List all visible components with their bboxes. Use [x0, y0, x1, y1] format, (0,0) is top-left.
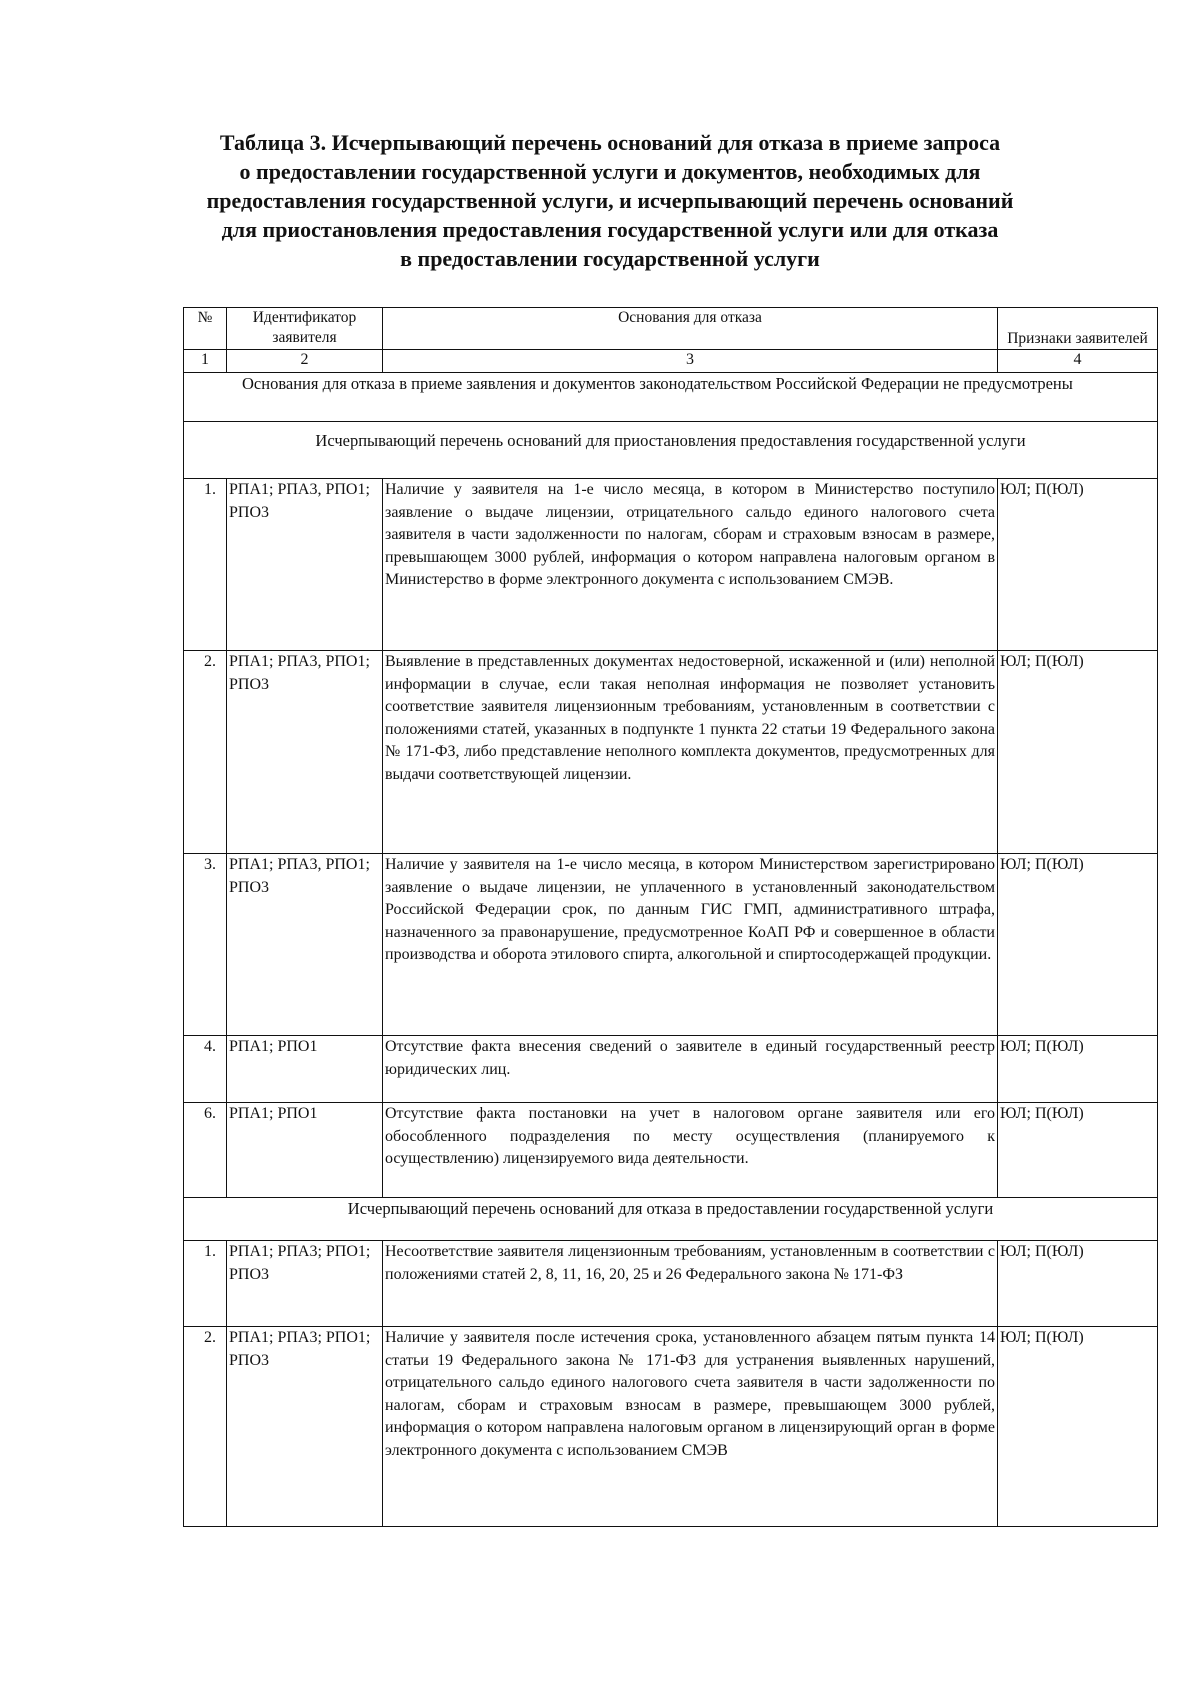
row-signs: ЮЛ; П(ЮЛ)	[998, 479, 1158, 651]
table-row	[184, 1103, 1158, 1198]
row-identifiers: РПА1; РПА3; РПО1; РПО3	[227, 1241, 383, 1327]
row-ground-text: Отсутствие факта постановки на учет в налоговом органе заявителя или его обособленного подразделения по месту осуществления (планируемого к осуществлению) лицензируемого вида деятельности.	[383, 1103, 998, 1198]
title-line: предоставления государственной услуги, и исчерпывающий перечень оснований	[206, 188, 1014, 213]
row-identifiers: РПА1; РПО1	[227, 1103, 383, 1198]
title-line: для приостановления предоставления государственной услуги или для отказа	[221, 217, 999, 242]
header-num: №	[184, 308, 227, 350]
header-identifier: Идентификатор заявителя	[227, 308, 383, 350]
row-number: 2.	[184, 1327, 227, 1527]
section-refusal-title: Исчерпывающий перечень оснований для отказа в предоставлении государственной услуги	[184, 1198, 1158, 1241]
document-title	[180, 128, 1040, 273]
section-suspension-title: Исчерпывающий перечень оснований для приостановления предоставления государственной услуги	[184, 422, 1158, 479]
row-number: 2.	[184, 651, 227, 854]
column-number: 3	[383, 350, 998, 373]
table-row	[184, 1241, 1158, 1327]
row-identifiers: РПА1; РПА3; РПО1; РПО3	[227, 1327, 383, 1527]
row-signs: ЮЛ; П(ЮЛ)	[998, 651, 1158, 854]
header-grounds: Основания для отказа	[383, 308, 998, 350]
row-ground-text: Наличие у заявителя на 1-е число месяца, в котором в Министерство поступило заявление о выдаче лицензии, отрицательного сальдо единого налогового счета заявителя в части задолженности по налогам, сборам и страховым взносам в размере, превышающем 3000 рублей, информация о котором направлена налоговым органом в Министерство в форме электронного документа с использованием СМЭВ.	[383, 479, 998, 651]
row-signs: ЮЛ; П(ЮЛ)	[998, 1036, 1158, 1103]
row-signs: ЮЛ; П(ЮЛ)	[998, 1103, 1158, 1198]
title-line: в предоставлении государственной услуги	[400, 246, 820, 271]
row-number: 1.	[184, 479, 227, 651]
column-number: 1	[184, 350, 227, 373]
title-line: Таблица 3. Исчерпывающий перечень оснований для отказа в приеме запроса	[219, 130, 1001, 155]
row-identifiers: РПА1; РПА3, РПО1; РПО3	[227, 479, 383, 651]
row-number: 4.	[184, 1036, 227, 1103]
table-row	[184, 479, 1158, 651]
row-number: 6.	[184, 1103, 227, 1198]
header-signs	[998, 308, 1158, 350]
section-row	[184, 373, 1158, 422]
section-row	[184, 1198, 1158, 1241]
row-identifiers: РПА1; РПА3, РПО1; РПО3	[227, 854, 383, 1036]
row-signs: ЮЛ; П(ЮЛ)	[998, 1241, 1158, 1327]
table-row	[184, 1036, 1158, 1103]
table-row	[184, 1327, 1158, 1527]
column-number: 2	[227, 350, 383, 373]
row-ground-text: Наличие у заявителя после истечения срока, установленного абзацем пятым пункта 14 статьи 19 Федерального закона № 171-ФЗ для устранения выявленных нарушений, отрицательного сальдо единого налогового счета заявителя в части задолженности по налогам, сборам и страховым взносам в размере, превышающем 3000 рублей, информация о котором направлена налоговым органом в лицензирующий орган в форме электронного документа с использованием СМЭВ	[383, 1327, 998, 1527]
row-number: 3.	[184, 854, 227, 1036]
row-ground-text: Несоответствие заявителя лицензионным требованиям, установленным в соответствии с положениями статей 2, 8, 11, 16, 20, 25 и 26 Федерального закона № 171-ФЗ	[383, 1241, 998, 1327]
column-number: 4	[998, 350, 1158, 373]
row-number: 1.	[184, 1241, 227, 1327]
column-number-row	[184, 350, 1158, 373]
row-identifiers: РПА1; РПА3, РПО1; РПО3	[227, 651, 383, 854]
row-signs: ЮЛ; П(ЮЛ)	[998, 854, 1158, 1036]
row-ground-text: Отсутствие факта внесения сведений о заявителе в единый государственный реестр юридических лиц.	[383, 1036, 998, 1103]
table-header-row	[184, 308, 1158, 350]
row-ground-text: Выявление в представленных документах недостоверной, искаженной и (или) неполной информации в случае, если такая неполная информация не позволяет установить соответствие заявителя лицензионным требованиям, установленным в соответствии с положениями статей, указанных в подпункте 1 пункта 22 статьи 19 Федерального закона № 171-ФЗ, либо представление неполного комплекта документов, предусмотренных для выдачи соответствующей лицензии.	[383, 651, 998, 854]
section-row	[184, 422, 1158, 479]
grounds-table	[183, 307, 1158, 1527]
header-signs-label: Признаки заявителей	[1007, 330, 1148, 347]
table-row	[184, 854, 1158, 1036]
row-identifiers: РПА1; РПО1	[227, 1036, 383, 1103]
title-line: о предоставлении государственной услуги и документов, необходимых для	[239, 159, 981, 184]
table-row	[184, 651, 1158, 854]
row-ground-text: Наличие у заявителя на 1-е число месяца, в котором Министерством зарегистрировано заявление о выдаче лицензии, не уплаченного в установленный законодательством Российской Федерации срок, по данным ГИС ГМП, административного штрафа, назначенного за правонарушение, предусмотренное КоАП РФ и совершенное в области производства и оборота этилового спирта, алкогольной и спиртосодержащей продукции.	[383, 854, 998, 1036]
row-signs: ЮЛ; П(ЮЛ)	[998, 1327, 1158, 1527]
section-no-grounds: Основания для отказа в приеме заявления и документов законодательством Российской Федерации не предусмотрены	[184, 373, 1158, 422]
